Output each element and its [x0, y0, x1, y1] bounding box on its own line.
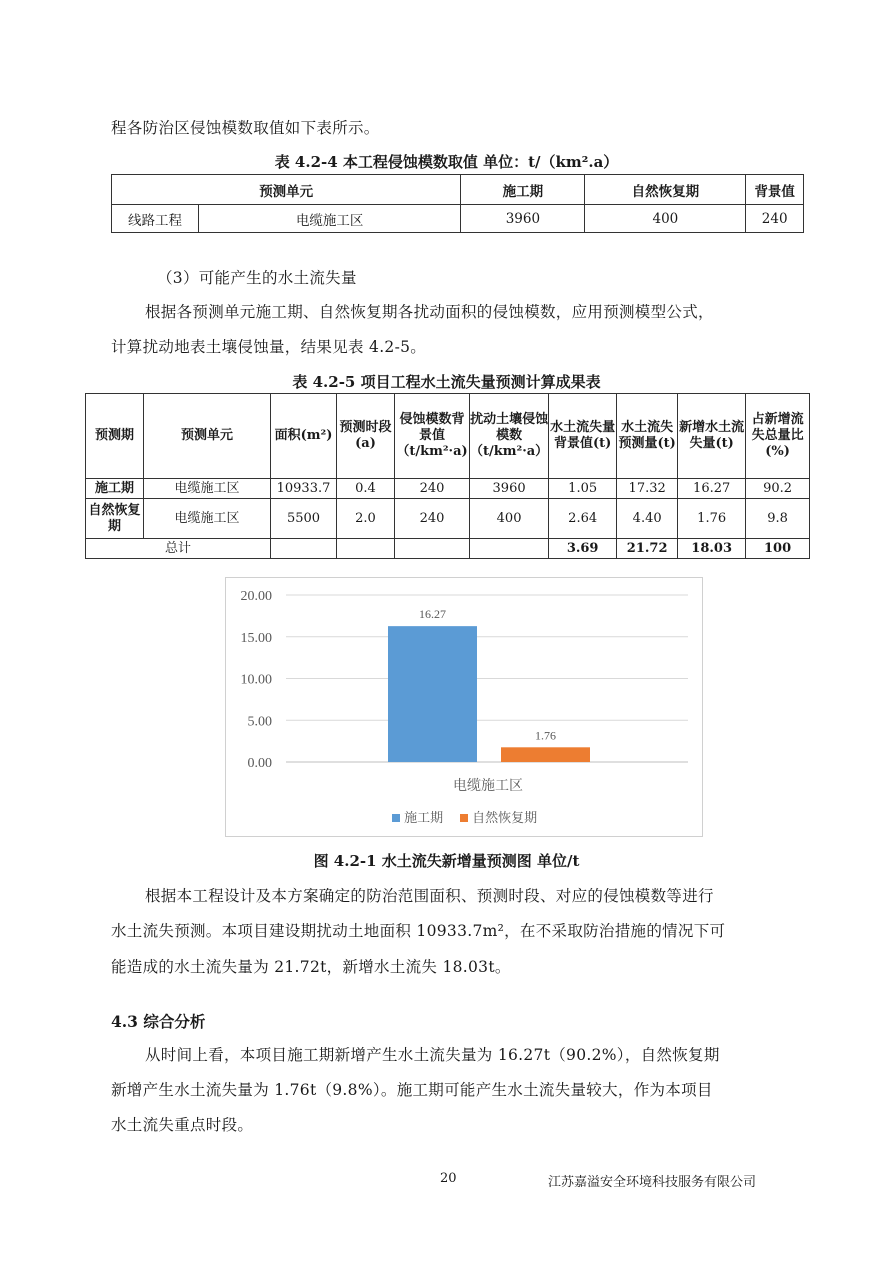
bar-chart	[225, 577, 703, 837]
header-new-loss: 新增水土流失量(t)	[678, 394, 746, 479]
cell: 3.69	[549, 539, 617, 559]
cell: 18.03	[678, 539, 746, 559]
cell: 1.05	[549, 479, 617, 499]
cell: 90.2	[746, 479, 810, 499]
section3-title: （3）可能产生的水土流失量	[157, 269, 357, 287]
legend-label: 自然恢复期	[472, 811, 538, 826]
para3-line3: 水土流失重点时段。	[111, 1116, 254, 1134]
cell: 电缆施工区	[144, 479, 271, 499]
cell: 240	[746, 205, 804, 233]
section43-title: 4.3 综合分析	[111, 1012, 206, 1031]
para2-line3: 能造成的水土流失量为 21.72t，新增水土流失 18.03t。	[111, 958, 511, 976]
cell: 电缆施工区	[144, 499, 271, 539]
cell: 1.76	[678, 499, 746, 539]
table-row	[112, 205, 804, 233]
company-name: 江苏嘉溢安全环境科技服务有限公司	[548, 1175, 757, 1190]
para3-line2: 新增产生水土流失量为 1.76t（9.8%）。施工期可能产生水土流失量较大，作为本项目	[111, 1081, 713, 1099]
figure-caption: 图 4.2-1 水土流失新增量预测图 单位/t	[313, 852, 580, 870]
cell: 240	[395, 479, 470, 499]
x-category-label: 电缆施工区	[453, 778, 523, 794]
y-tick-label: 10.00	[240, 672, 272, 688]
cell: 100	[746, 539, 810, 559]
y-tick-label: 5.00	[247, 714, 272, 730]
cell	[395, 539, 470, 559]
header-period: 预测期	[86, 394, 144, 479]
cell: 3960	[461, 205, 585, 233]
table-row	[86, 479, 810, 499]
bar-construction	[388, 626, 477, 762]
cell: 3960	[470, 479, 549, 499]
cell: 5500	[271, 499, 337, 539]
legend-label: 施工期	[404, 811, 444, 826]
y-tick-label: 20.00	[240, 589, 272, 604]
header-ratio: 占新增流失总量比(%)	[746, 394, 810, 479]
legend-item-recovery	[460, 807, 537, 826]
total-label: 总计	[86, 539, 271, 559]
header-duration: 预测时段(a)	[337, 394, 395, 479]
para1-line2: 计算扰动地表土壤侵蚀量，结果见表 4.2-5。	[111, 338, 427, 356]
table1-caption: 表 4.2-4 本工程侵蚀模数取值 单位：t/（km².a）	[274, 153, 619, 171]
table-row	[86, 499, 810, 539]
cell: 电缆施工区	[199, 205, 461, 233]
cell: 9.8	[746, 499, 810, 539]
para1-line1: 根据各预测单元施工期、自然恢复期各扰动面积的侵蚀模数，应用预测模型公式，	[145, 303, 714, 321]
header-background: 背景值	[746, 175, 804, 205]
cell	[470, 539, 549, 559]
cell: 自然恢复期	[86, 499, 144, 539]
legend-swatch	[392, 814, 400, 822]
para2-line1: 根据本工程设计及本方案确定的防治范围面积、预测时段、对应的侵蚀模数等进行	[145, 887, 714, 905]
header-recovery: 自然恢复期	[585, 175, 746, 205]
cell: 10933.7	[271, 479, 337, 499]
erosion-modulus-table	[111, 174, 804, 233]
header-dist-modulus: 扰动土壤侵蚀模数（t/km²·a）	[470, 394, 549, 479]
table2-caption: 表 4.2-5 项目工程水土流失量预测计算成果表	[292, 373, 601, 391]
cell: 2.0	[337, 499, 395, 539]
intro-line: 程各防治区侵蚀模数取值如下表所示。	[111, 119, 380, 137]
legend-item-construction	[392, 807, 443, 826]
header-area: 面积(m²)	[271, 394, 337, 479]
cell	[271, 539, 337, 559]
cell: 2.64	[549, 499, 617, 539]
header-bg-loss: 水土流失量背景值(t)	[549, 394, 617, 479]
cell: 240	[395, 499, 470, 539]
cell: 0.4	[337, 479, 395, 499]
cell: 21.72	[617, 539, 678, 559]
header-pred-loss: 水土流失预测量(t)	[617, 394, 678, 479]
cell: 400	[585, 205, 746, 233]
legend-swatch	[460, 814, 468, 822]
para3-line1: 从时间上看，本项目施工期新增产生水土流失量为 16.27t（90.2%），自然恢复期	[145, 1046, 720, 1064]
cell: 17.32	[617, 479, 678, 499]
y-tick-label: 0.00	[247, 756, 272, 771]
page-number: 20	[440, 1171, 457, 1186]
cell: 4.40	[617, 499, 678, 539]
header-unit: 预测单元	[112, 175, 461, 205]
cell: 400	[470, 499, 549, 539]
cell	[337, 539, 395, 559]
data-label: 1.76	[535, 728, 556, 743]
chart-svg	[226, 578, 702, 836]
para2-line2: 水土流失预测。本项目建设期扰动土地面积 10933.7m²，在不采取防治措施的情况下可	[111, 922, 726, 940]
soil-loss-table	[85, 393, 810, 559]
cell: 施工期	[86, 479, 144, 499]
header-bg-modulus: 侵蚀模数背景值（t/km²·a)	[395, 394, 470, 479]
header-unit: 预测单元	[144, 394, 271, 479]
header-construction: 施工期	[461, 175, 585, 205]
y-tick-label: 15.00	[240, 630, 272, 646]
cell: 16.27	[678, 479, 746, 499]
table-total-row	[86, 539, 810, 559]
cell: 线路工程	[112, 205, 199, 233]
bar-recovery	[501, 747, 590, 762]
data-label: 16.27	[419, 607, 446, 622]
